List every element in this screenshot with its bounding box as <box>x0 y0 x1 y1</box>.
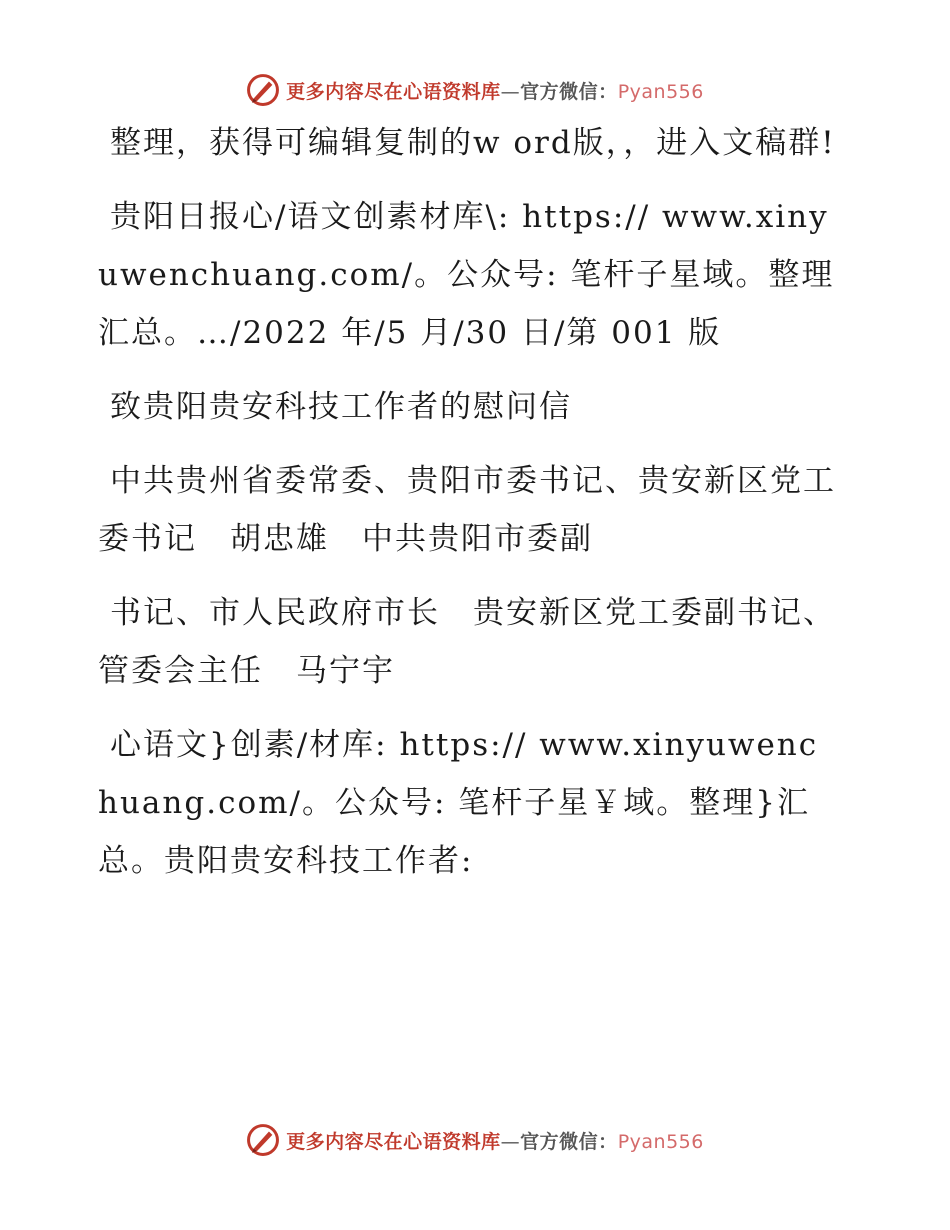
paragraph-signatories-2: 书记、市人民政府市长 贵安新区党工委副书记、管委会主任 马宁宇 <box>98 595 836 689</box>
banner-official-label: 官方微信： <box>520 80 618 103</box>
paragraph-source: 贵阳日报心/语文创素材库\: https:// www.xinyuwenchuang.com/。公众号: 笔杆子星域。整理汇总。…/2022 年/5 月/30 日/第 001 版 <box>98 199 835 351</box>
document-body <box>98 114 838 906</box>
banner-official-label: 官方微信： <box>520 1130 618 1153</box>
paragraph-greeting: 心语文}创素/材库: https:// www.xinyuwenchuang.com/。公众号: 笔杆子星￥域。整理}汇总。贵阳贵安科技工作者: <box>98 727 819 879</box>
paragraph-signatories-1: 中共贵州省委常委、贵阳市委书记、贵安新区党工委书记 胡忠雄 中共贵阳市委副 <box>98 463 836 557</box>
pen-logo-icon <box>246 1123 280 1157</box>
banner-separator: — <box>500 80 521 103</box>
paragraph-intro: 整理，获得可编辑复制的w ord版，，进入文稿群! <box>110 125 836 161</box>
banner-main-text: 更多内容尽在心语资料库 <box>286 80 501 103</box>
banner-wechat-id: Pyan556 <box>617 1130 704 1153</box>
banner-separator: — <box>500 1130 521 1153</box>
pen-logo-icon <box>246 73 280 107</box>
banner-text <box>286 77 704 104</box>
banner-wechat-id: Pyan556 <box>617 80 704 103</box>
footer-banner <box>0 1120 950 1160</box>
header-banner <box>0 70 950 110</box>
banner-main-text: 更多内容尽在心语资料库 <box>286 1130 501 1153</box>
paragraph-title: 致贵阳贵安科技工作者的慰问信 <box>110 389 572 425</box>
banner-text <box>286 1127 704 1154</box>
